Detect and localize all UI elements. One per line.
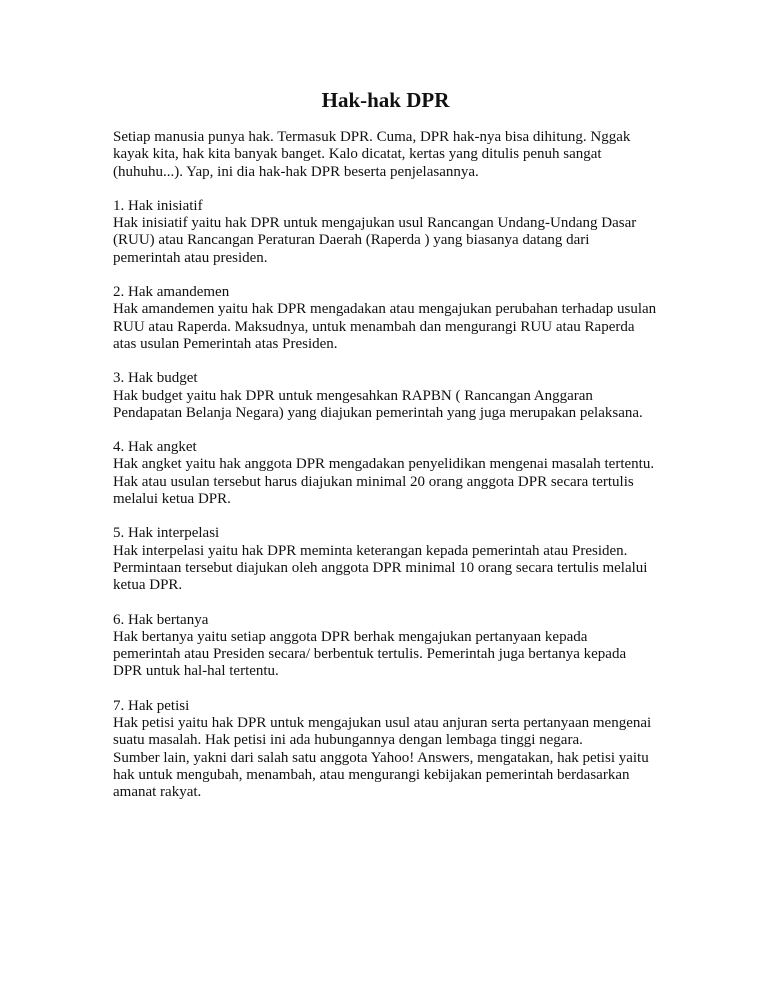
section-paragraph: Hak interpelasi yaitu hak DPR meminta keterangan kepada pemerintah atau Presiden. Permintaan tersebut diajukan oleh anggota DPR minimal 10 orang secara tertulis melalui ketua DPR. [113,542,648,594]
section-heading: 4. Hak angket [113,439,197,456]
document-section [113,612,658,681]
document-section [113,198,658,267]
document-section [113,439,658,508]
section-body-group [113,543,658,595]
intro-paragraph: Setiap manusia punya hak. Termasuk DPR. Cuma, DPR hak-nya bisa dihitung. Nggak kayak kita, hak kita banyak banget. Kalo dicatat, kertas yang ditulis penuh sangat (huhuhu...). Yap, ini dia hak-hak DPR beserta penjelasannya. [113,129,631,180]
document-section [113,370,658,422]
section-heading: 6. Hak bertanya [113,611,209,628]
section-paragraph: Hak budget yaitu hak DPR untuk mengesahkan RAPBN ( Rancangan Anggaran Pendapatan Belanja Negara) yang diajukan pemerintah yang juga merupakan pelaksana. [113,387,643,421]
document-section [113,525,658,594]
section-paragraph: Hak petisi yaitu hak DPR untuk mengajukan usul atau anjuran serta pertanyaan mengenai suatu masalah. Hak petisi ini ada hubungannya dengan lembaga tinggi negara. [113,715,652,749]
section-heading: 3. Hak budget [113,370,198,387]
section-body-group [113,629,658,681]
section-paragraph: Hak amandemen yaitu hak DPR mengadakan atau mengajukan perubahan terhadap usulan RUU atau Raperda. Maksudnya, untuk menambah dan mengurangi RUU atau Raperda atas usulan Pemerintah atas Presiden. [113,301,657,352]
section-heading: 1. Hak inisiatif [113,197,203,214]
section-body-group [113,301,658,353]
section-body-group [113,388,658,423]
section-heading: 5. Hak interpelasi [113,525,220,542]
section-body-group [113,215,658,267]
sections [113,198,658,802]
section-paragraph: Hak inisiatif yaitu hak DPR untuk mengajukan usul Rancangan Undang-Undang Dasar (RUU) atau Rancangan Peraturan Daerah (Raperda ) yang biasanya datang dari pemerintah atau presiden. [113,215,637,266]
document-section [113,698,658,802]
section-body-group [113,456,658,508]
section-body-group [113,715,658,801]
section-paragraph: Hak angket yaitu hak anggota DPR mengadakan penyelidikan mengenai masalah tertentu. Hak atau usulan tersebut harus diajukan minimal 20 orang anggota DPR secara tertulis melalui ketua DPR. [113,456,655,508]
section-heading: 2. Hak amandemen [113,284,230,301]
section-paragraph: Hak bertanya yaitu setiap anggota DPR berhak mengajukan pertanyaan kepada pemerintah atau Presiden secara/ berbentuk tertulis. Pemerintah juga bertanya kepada DPR untuk hal-hal tertentu. [113,628,627,680]
document-title: Hak-hak DPR [321,88,450,112]
section-paragraph: Sumber lain, yakni dari salah satu anggota Yahoo! Answers, mengatakan, hak petisi yaitu hak untuk mengubah, menambah, atau mengurangi kebijakan pemerintah berdasarkan amanat rakyat. [113,749,649,801]
document-section [113,284,658,353]
section-heading: 7. Hak petisi [113,697,190,714]
